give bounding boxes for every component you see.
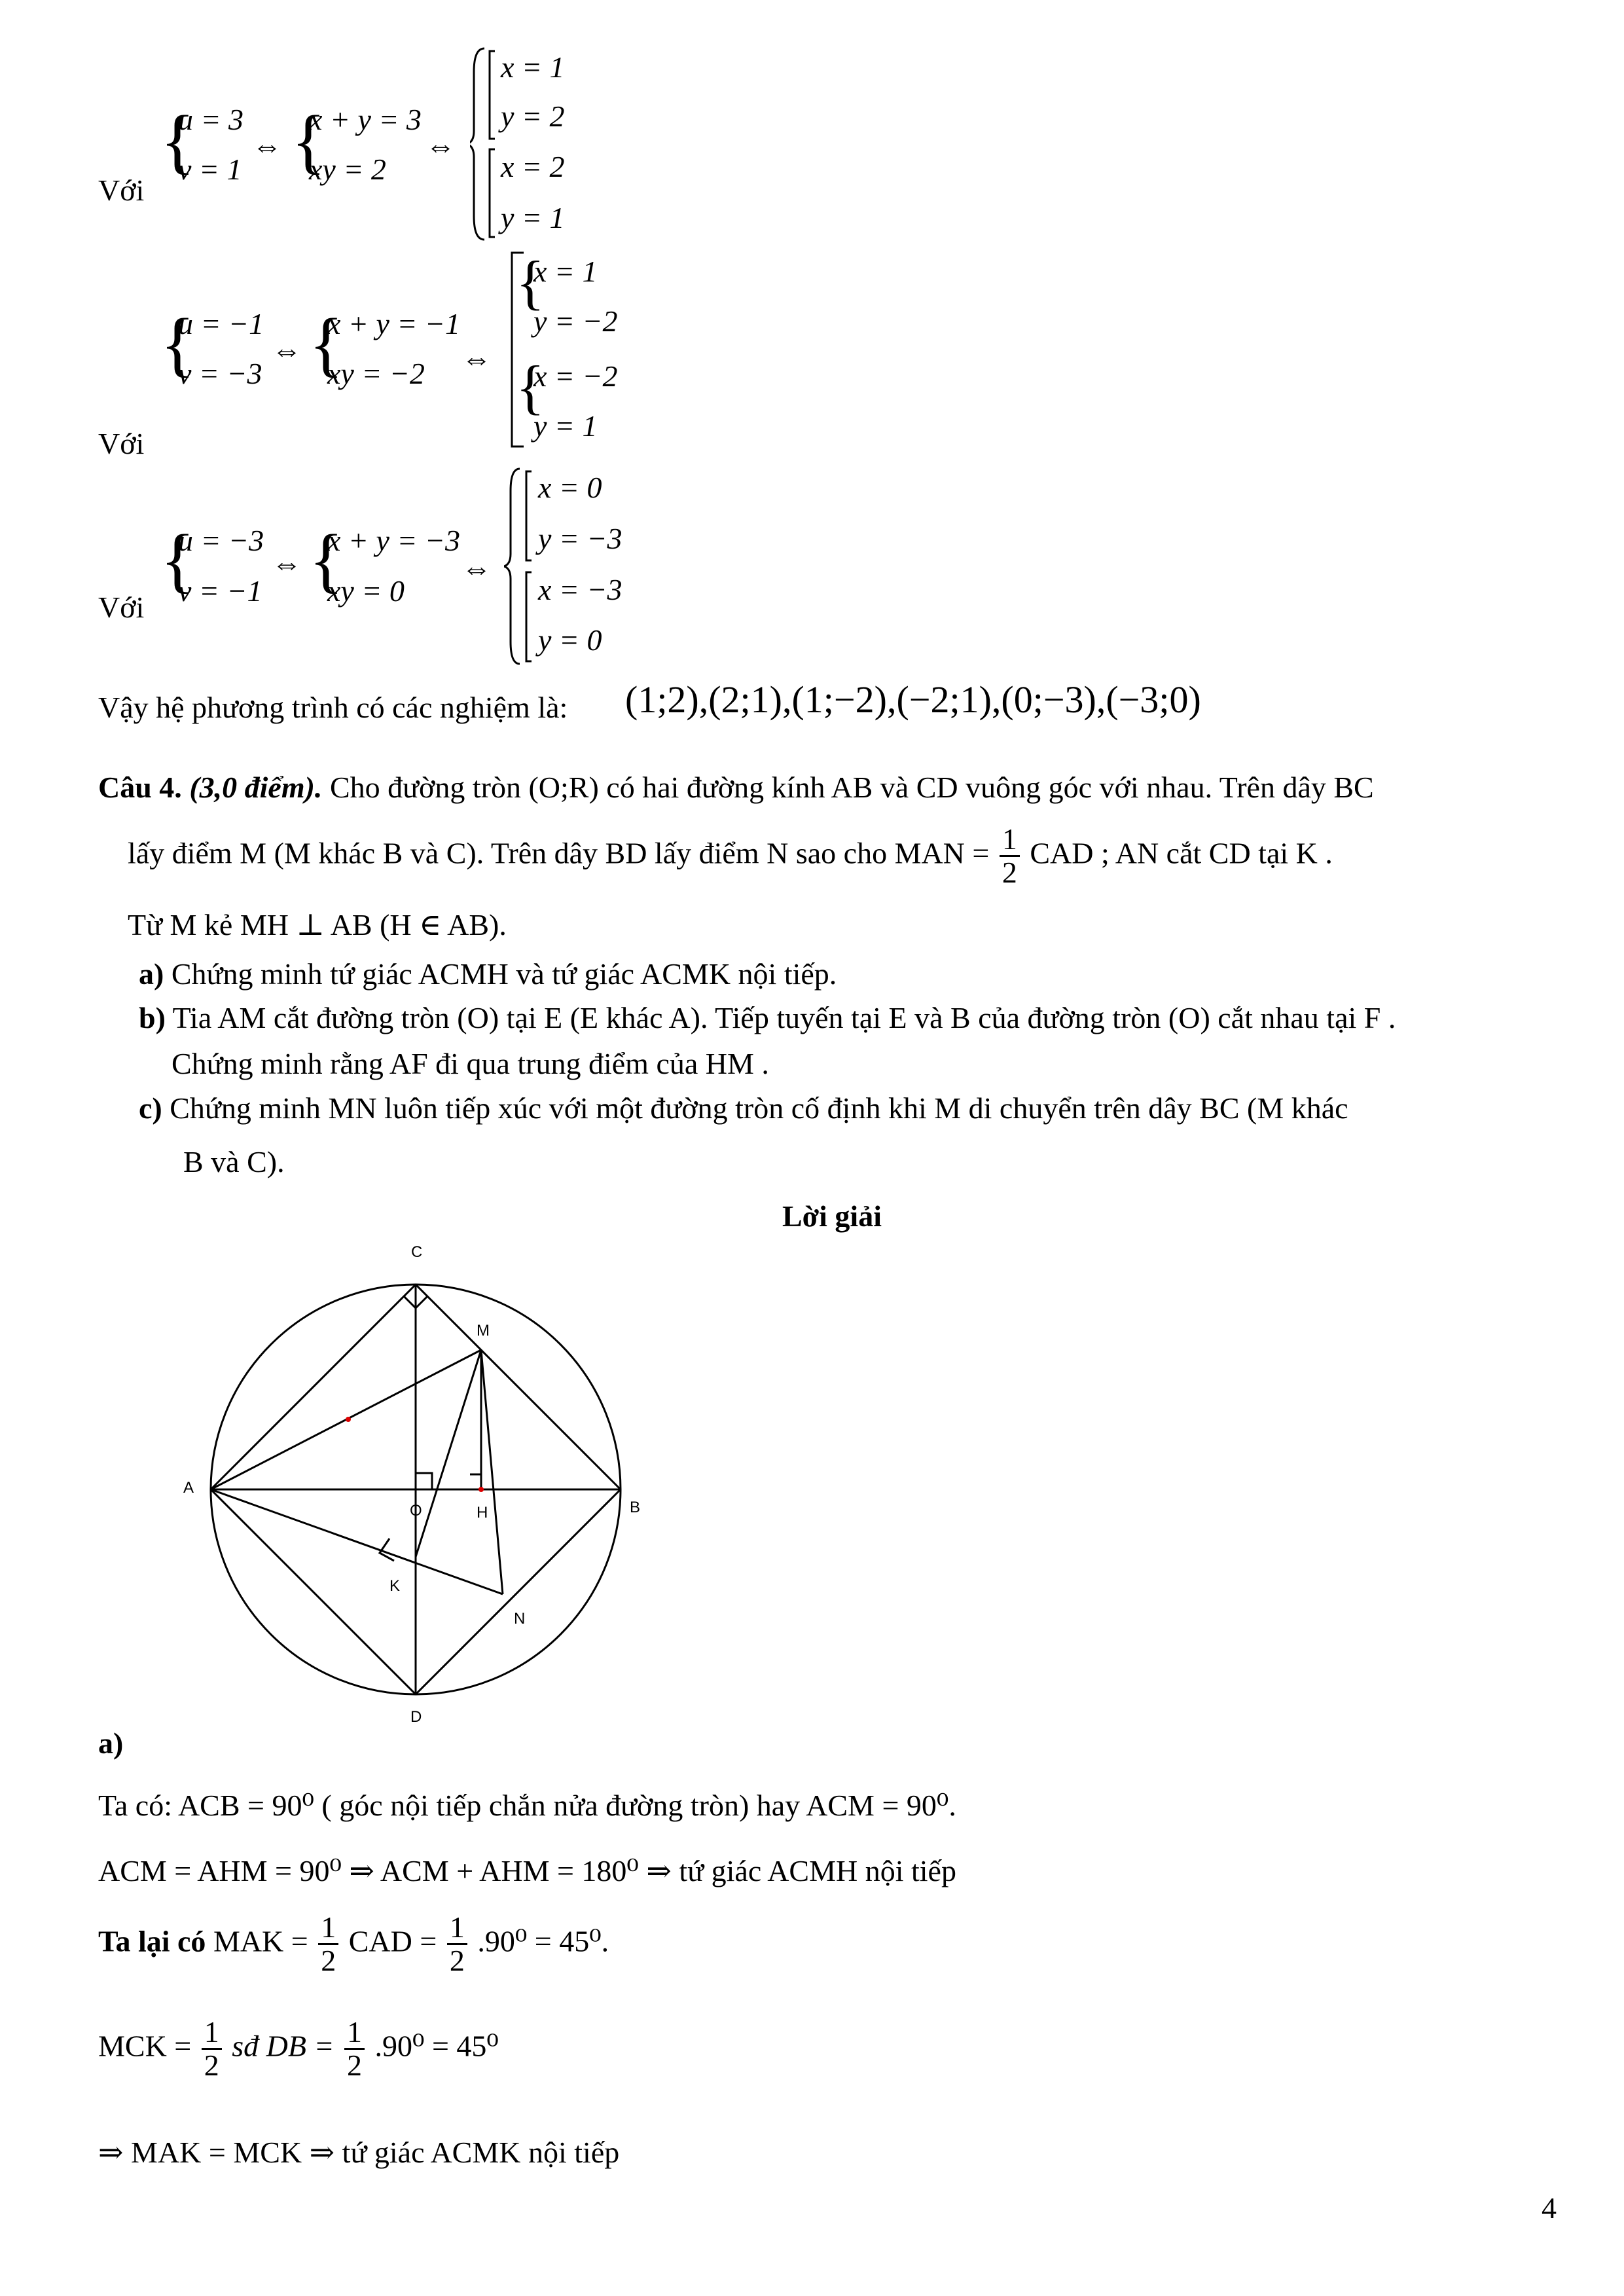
- part-c-text-2: B và C).: [183, 1145, 285, 1178]
- system-1-v: v = 1: [178, 153, 242, 186]
- label-c: C: [411, 1243, 423, 1261]
- part-a-label: a): [139, 957, 164, 991]
- system-1-u: u = 3: [178, 103, 244, 136]
- solution-line-4: [98, 2016, 499, 2082]
- system-1-sum: x + y = 3: [309, 103, 422, 136]
- solution-line-3: [98, 1912, 609, 1977]
- solution-line-4-b: sđ DB =: [232, 2029, 334, 2063]
- label-b: B: [630, 1499, 641, 1516]
- solution-line-3-b: CAD =: [348, 1924, 437, 1958]
- system-1-sol1-x: x = 1: [501, 50, 565, 84]
- brace-icon: {: [160, 304, 195, 384]
- system-2-label: Với: [98, 427, 145, 460]
- system-2-u: u = −1: [178, 307, 264, 340]
- question-part-c: [139, 1093, 1348, 1123]
- brace-icon: {: [309, 520, 344, 600]
- segment-mn: [481, 1350, 503, 1594]
- part-c-text: Chứng minh MN luôn tiếp xúc với một đường tròn cố định khi M di chuyển trên dây BC (M khác: [170, 1091, 1348, 1125]
- equiv-symbol: ⇔: [272, 333, 302, 367]
- label-o: O: [410, 1502, 422, 1520]
- label-d: D: [410, 1708, 422, 1726]
- system-2-product: xy = −2: [327, 357, 425, 390]
- system-3-sum: x + y = −3: [327, 524, 460, 557]
- label-a: A: [183, 1479, 194, 1497]
- question-line-2: [128, 824, 1333, 889]
- system-3-sol2-x: x = −3: [538, 573, 623, 606]
- segment-an: [211, 1489, 503, 1594]
- system-3-label: Với: [98, 591, 145, 624]
- system-3-v: v = −1: [178, 574, 262, 608]
- system-3-u: u = −3: [178, 524, 264, 557]
- question-line-1: [98, 773, 1374, 803]
- system-1-product: xy = 2: [309, 153, 386, 186]
- right-angle-k-icon: [380, 1539, 394, 1561]
- brace-icon: {: [160, 520, 195, 600]
- system-1-sol1-y: y = 2: [501, 100, 565, 133]
- label-n: N: [514, 1610, 526, 1628]
- brace-icon: {: [516, 249, 545, 316]
- question-text-3: Từ M kẻ MH ⊥ AB (H ∈ AB).: [128, 908, 507, 941]
- brace-icon: {: [160, 101, 195, 181]
- system-2-sol1-y: y = −2: [533, 304, 618, 338]
- question-part-a: [139, 959, 837, 989]
- solution-heading: Lời giải: [782, 1199, 882, 1233]
- equiv-symbol: ⇔: [461, 342, 492, 375]
- label-k: K: [389, 1577, 401, 1595]
- question-text-2b: CAD ; AN cắt CD tại K .: [1030, 836, 1333, 870]
- system-1-sol2-x: x = 2: [501, 150, 565, 183]
- label-h: H: [477, 1504, 488, 1522]
- system-3-sol2-y: y = 0: [538, 623, 602, 657]
- fraction-half: [1000, 824, 1020, 889]
- question-part-b: [139, 1003, 1396, 1033]
- equiv-symbol: ⇔: [425, 129, 456, 162]
- question-title: Câu 4.: [98, 771, 182, 804]
- solution-line-5: ⇒ MAK = MCK ⇒ tứ giác ACMK nội tiếp: [98, 2136, 620, 2169]
- solution-line-4-a: MCK =: [98, 2029, 192, 2063]
- fraction-denominator: 2: [321, 1944, 336, 1978]
- question-text-1: Cho đường tròn (O;R) có hai đường kính AB và CD vuông góc với nhau. Trên dây BC: [329, 771, 1374, 804]
- system-3-sol1-y: y = −3: [538, 522, 623, 555]
- equiv-symbol: ⇔: [461, 551, 492, 585]
- part-b-text-2: Chứng minh rằng AF đi qua trung điểm của HM .: [171, 1047, 769, 1080]
- equiv-symbol: ⇔: [252, 129, 282, 162]
- fraction-denominator: 2: [347, 2049, 363, 2083]
- system-2-sol1-x: x = 1: [533, 255, 598, 288]
- solution-line-3-a: MAK =: [213, 1924, 308, 1958]
- solution-line-2: ACM = AHM = 90⁰ ⇒ ACM + AHM = 180⁰ ⇒ tứ giác ACMH nội tiếp: [98, 1854, 956, 1887]
- solution-line-3-bold: Ta lại có: [98, 1924, 206, 1958]
- fraction-numerator: 1: [202, 2016, 222, 2050]
- brace-icon: {: [291, 101, 326, 181]
- segment-mk: [416, 1350, 481, 1557]
- system-2-v: v = −3: [178, 357, 262, 390]
- fraction-denominator: 2: [204, 2049, 219, 2083]
- solution-line-4-c: .90⁰ = 45⁰: [374, 2029, 499, 2063]
- system-3-sol1-x: x = 0: [538, 471, 602, 504]
- system-2-sol2-y: y = 1: [533, 409, 598, 443]
- fraction-half: [344, 2016, 365, 2082]
- page-number: 4: [1542, 2191, 1557, 2225]
- solution-line-1: Ta có: ACB = 90⁰ ( góc nội tiếp chắn nửa đường tròn) hay ACM = 90⁰.: [98, 1789, 956, 1822]
- conclusion-solutions: (1;2),(2;1),(1;−2),(−2;1),(0;−3),(−3;0): [625, 678, 1201, 721]
- brace-icon: {: [309, 304, 344, 384]
- part-a-text: Chứng minh tứ giác ACMH và tứ giác ACMK nội tiếp.: [171, 957, 837, 991]
- fraction-numerator: 1: [318, 1912, 338, 1945]
- solution-line-3-c: .90⁰ = 45⁰.: [477, 1924, 609, 1958]
- chord-da: [211, 1489, 416, 1694]
- fraction-denominator: 2: [449, 1944, 465, 1978]
- system-2-sum: x + y = −1: [327, 307, 460, 340]
- part-b-text: Tia AM cắt đường tròn (O) tại E (E khác A). Tiếp tuyến tại E và B của đường tròn (O) cắt nhau tại F .: [172, 1001, 1396, 1034]
- fraction-half: [318, 1912, 338, 1977]
- brace-icon: {: [516, 354, 545, 420]
- chord-bd: [416, 1489, 621, 1694]
- fraction-denominator: 2: [1001, 856, 1017, 890]
- solution-part-a: a): [98, 1726, 124, 1760]
- point-h-marker-icon: [478, 1487, 484, 1492]
- system-1-label: Với: [98, 173, 145, 207]
- fraction-numerator: 1: [447, 1912, 467, 1945]
- conclusion-text: Vậy hệ phương trình có các nghiệm là:: [98, 691, 568, 724]
- fraction-half: [202, 2016, 222, 2082]
- right-angle-o-icon: [416, 1473, 432, 1489]
- geometry-figure: [157, 1237, 681, 1735]
- fraction-numerator: 1: [1000, 824, 1020, 857]
- question-text-2a: lấy điểm M (M khác B và C). Trên dây BD lấy điểm N sao cho MAN =: [128, 836, 990, 870]
- midpoint-marker-icon: [346, 1417, 351, 1422]
- figure-lines: [211, 1285, 621, 1694]
- part-c-label: c): [139, 1091, 162, 1125]
- label-m: M: [477, 1322, 490, 1339]
- system-1-sol2-y: y = 1: [501, 201, 565, 234]
- system-3-product: xy = 0: [327, 574, 405, 608]
- part-b-label: b): [139, 1001, 166, 1034]
- question-points: (3,0 điểm).: [189, 771, 323, 804]
- fraction-numerator: 1: [344, 2016, 365, 2050]
- equiv-symbol: ⇔: [272, 547, 302, 580]
- fraction-half: [447, 1912, 467, 1977]
- chord-ac: [211, 1285, 416, 1489]
- system-2-sol2-x: x = −2: [533, 359, 618, 393]
